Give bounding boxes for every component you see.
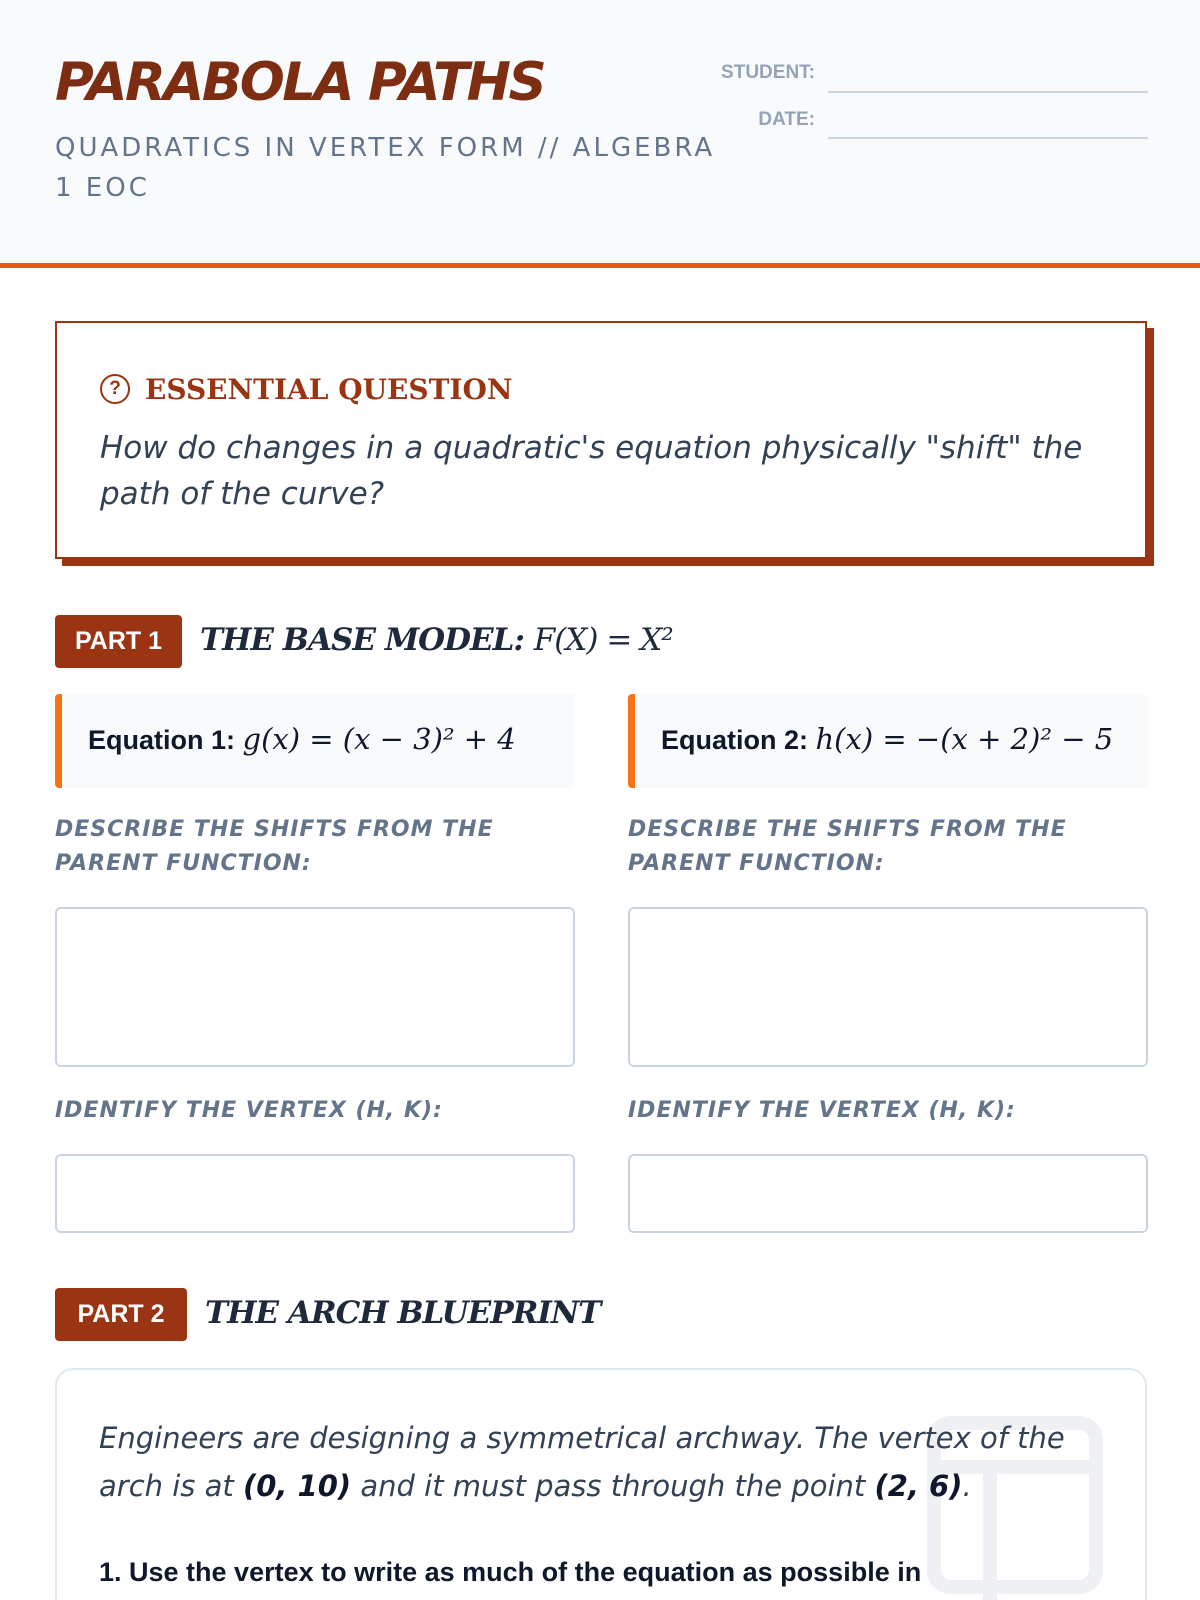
- part1-badge: PART 1: [55, 615, 182, 668]
- student-label: STUDENT:: [721, 62, 815, 83]
- arch-text-a: Engineers are designing a symmetrical archway. The vertex of the arch is at: [99, 1421, 1065, 1503]
- equation-2-math: h(x) = −(x + 2)² − 5: [815, 722, 1114, 756]
- equation-1-math: g(x) = (x − 3)² + 4: [242, 722, 516, 756]
- equation-2-label: Equation 2:: [661, 725, 816, 755]
- equation-card-2: [628, 694, 1148, 788]
- arch-blueprint-card: [55, 1368, 1147, 1600]
- essential-question-box: [55, 321, 1147, 559]
- vertex-answer-box-2[interactable]: [628, 1154, 1148, 1233]
- equation-2: [661, 722, 1113, 756]
- page-title: PARABOLA PATHS: [55, 52, 545, 113]
- arch-text-b: and it must pass through the point: [351, 1469, 875, 1503]
- shift-answer-box-2[interactable]: [628, 907, 1148, 1067]
- worksheet-header: [0, 0, 1200, 268]
- part2-title: THE ARCH BLUEPRINT: [205, 1295, 601, 1331]
- equation-1: [88, 722, 516, 756]
- arch-text-c: .: [962, 1469, 972, 1503]
- equation-1-label: Equation 1:: [88, 725, 243, 755]
- page-subtitle: QUADRATICS IN VERTEX FORM // ALGEBRA 1 EOC: [55, 133, 716, 203]
- essential-question-text: How do changes in a quadratic's equation physically "shift" the path of the curve?: [100, 430, 1083, 512]
- date-label: DATE:: [758, 109, 815, 130]
- date-field[interactable]: [828, 137, 1148, 139]
- arch-question-1: 1. Use the vertex to write as much of the equation as possible in: [99, 1557, 922, 1587]
- shift-prompt-1: DESCRIBE THE SHIFTS FROM THE PARENT FUNCTION:: [55, 817, 494, 876]
- equation-card-1: [55, 694, 575, 788]
- vertex-point: (0, 10): [242, 1469, 352, 1503]
- essential-question-label: ESSENTIAL QUESTION: [145, 373, 513, 406]
- vertex-prompt-1: IDENTIFY THE VERTEX (H, K):: [55, 1098, 443, 1123]
- vertex-answer-box-1[interactable]: [55, 1154, 575, 1233]
- vertex-prompt-2: IDENTIFY THE VERTEX (H, K):: [628, 1098, 1016, 1123]
- part1-title-math: F(X) = X²: [533, 622, 673, 658]
- question-circle-icon: ?: [100, 374, 130, 404]
- part2-badge: PART 2: [55, 1288, 187, 1341]
- pass-point: (2, 6): [874, 1469, 963, 1503]
- part1-title: [200, 622, 673, 658]
- part1-title-text: THE BASE MODEL:: [200, 622, 534, 658]
- arch-problem-text: [99, 1414, 1109, 1510]
- student-name-field[interactable]: [828, 91, 1148, 93]
- shift-answer-box-1[interactable]: [55, 907, 575, 1067]
- shift-prompt-2: DESCRIBE THE SHIFTS FROM THE PARENT FUNCTION:: [628, 817, 1067, 876]
